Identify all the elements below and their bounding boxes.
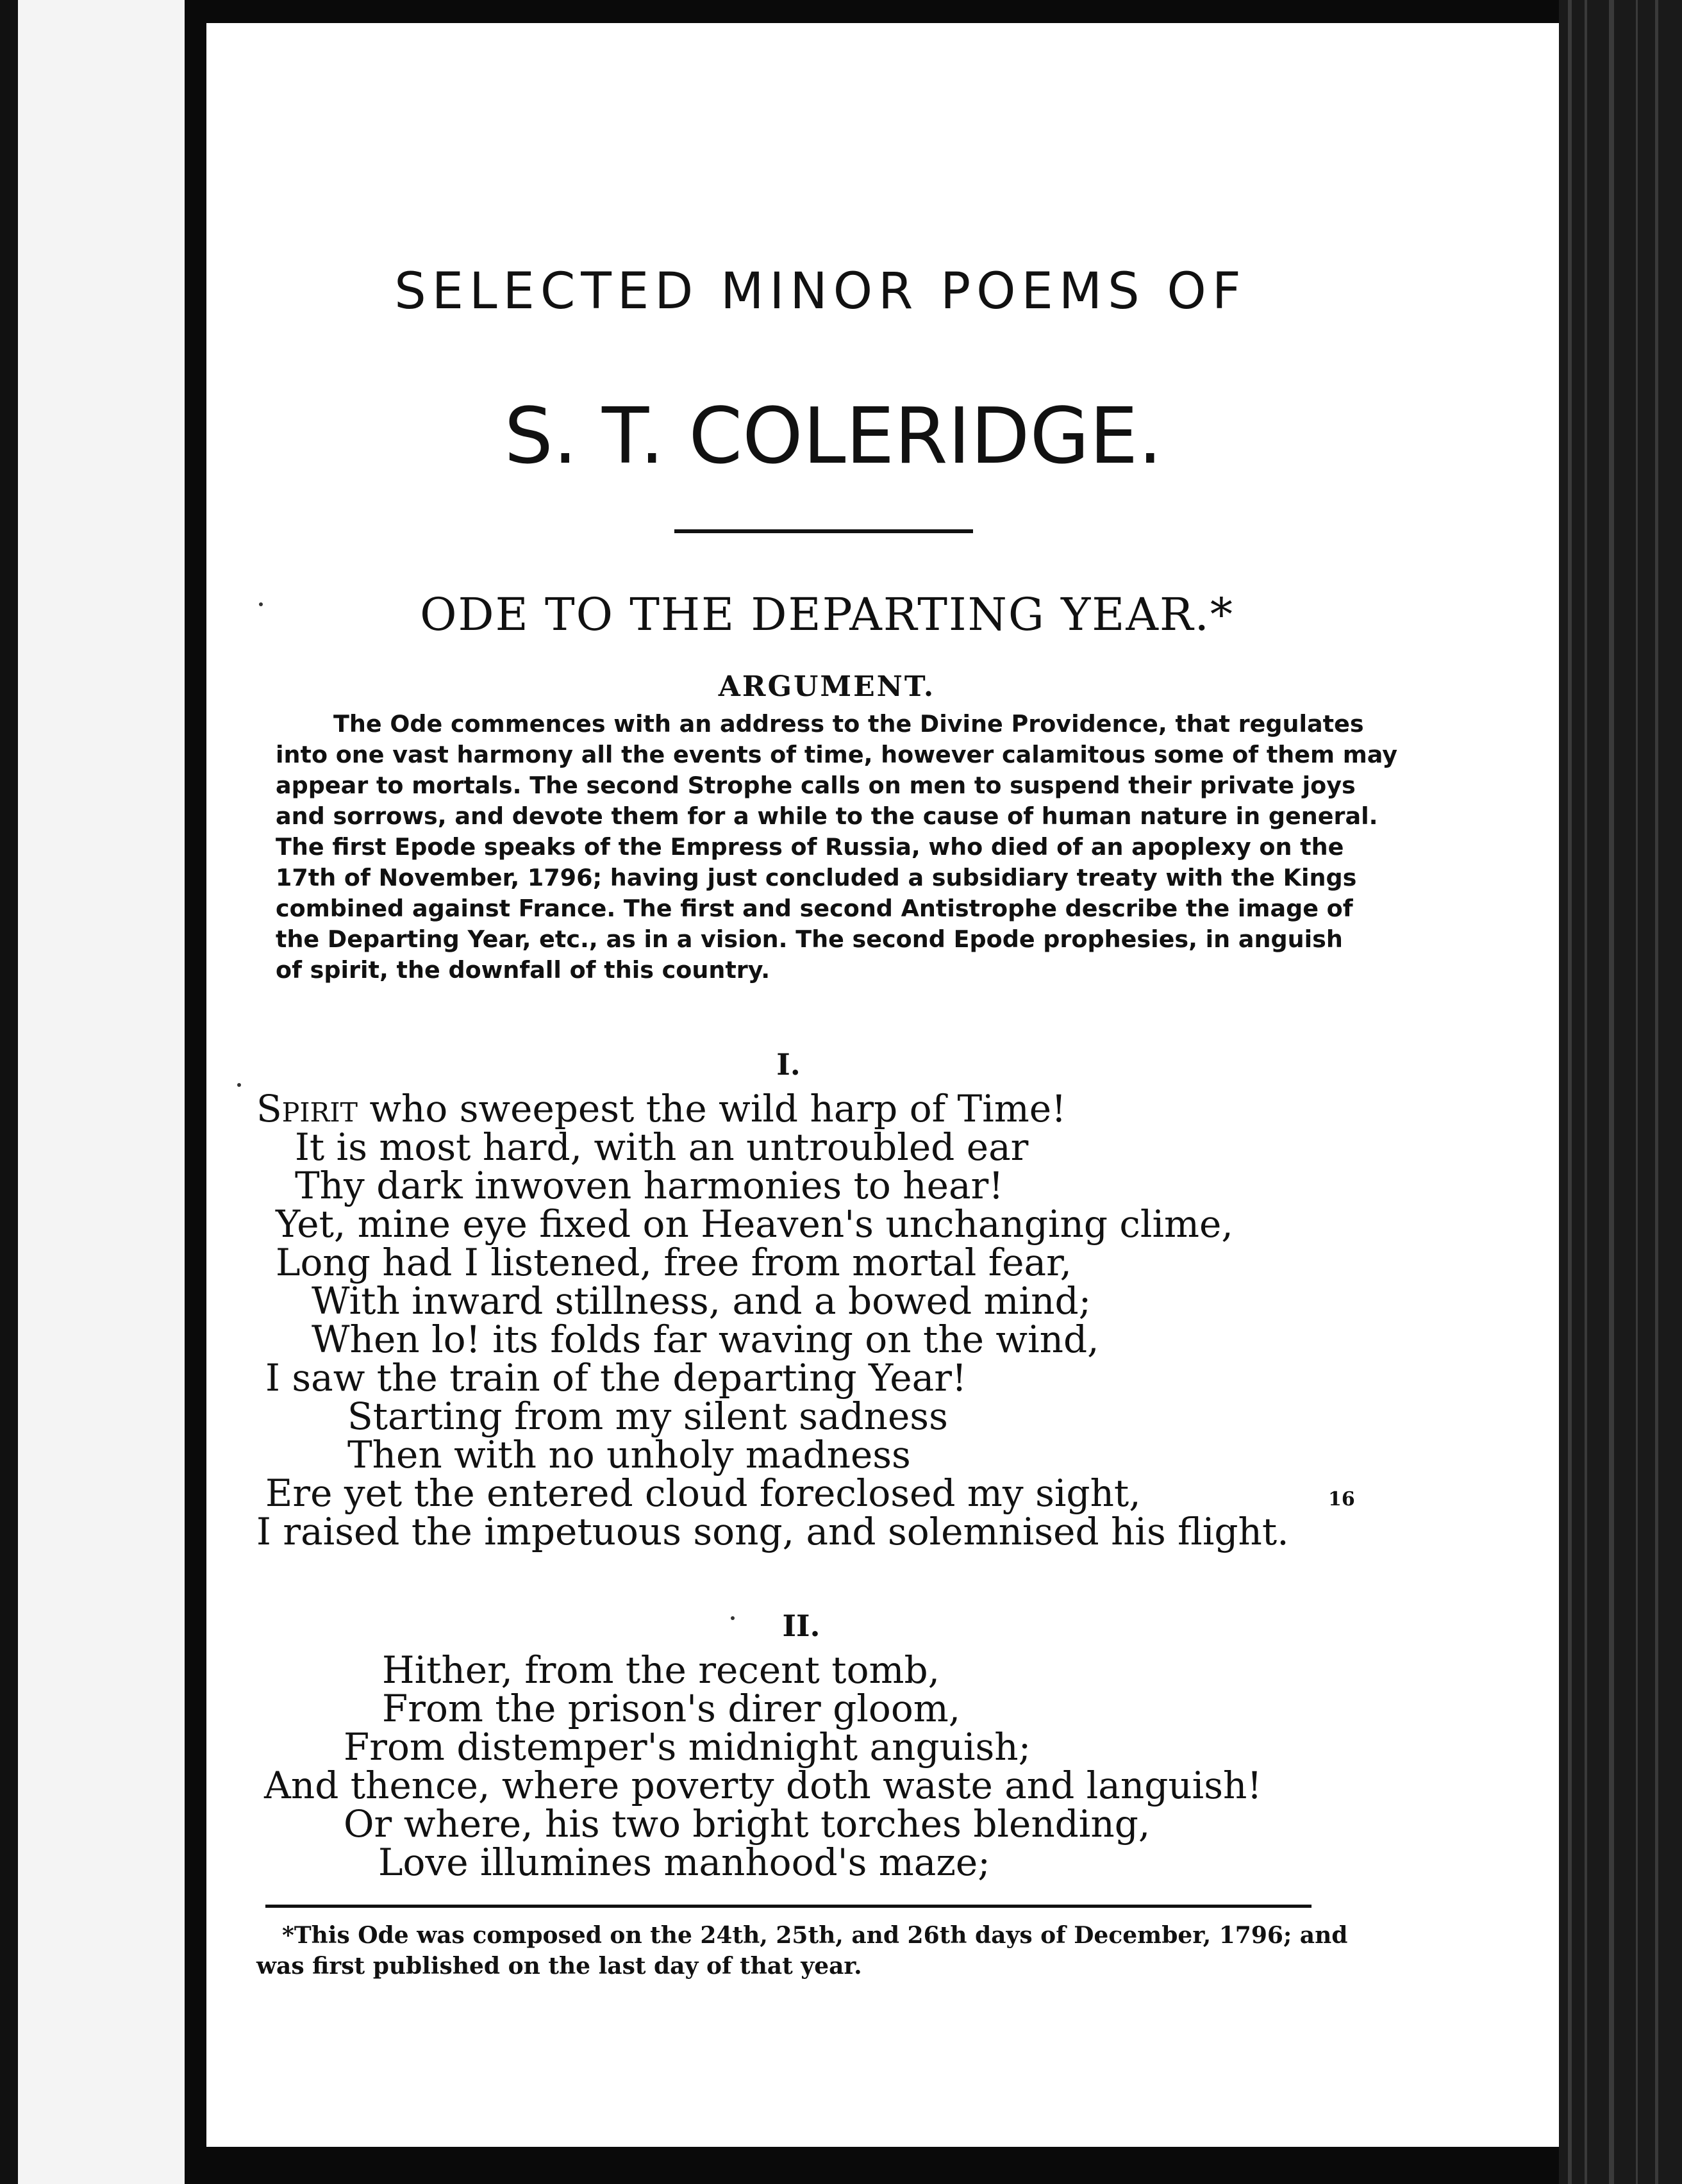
verse-line: When lo! its folds far waving on the wind, xyxy=(312,1318,1099,1361)
verse-line: It is most hard, with an untroubled ear xyxy=(295,1125,1029,1169)
verse-line: With inward stillness, and a bowed mind; xyxy=(312,1279,1092,1323)
argument-line: combined against France. The first and second Antistrophe describe the image of xyxy=(276,895,1353,922)
verse-line: From distemper's midnight anguish; xyxy=(344,1725,1031,1769)
verse-line: I raised the impetuous song, and solemnised his flight. xyxy=(256,1510,1289,1553)
argument-heading: ARGUMENT. xyxy=(718,670,936,703)
book-gutter xyxy=(185,0,206,2184)
stanza-2 xyxy=(256,1648,1262,1884)
argument-line: the Departing Year, etc., as in a vision. The second Epode prophesies, in anguish xyxy=(276,925,1343,953)
argument-line: The Ode commences with an address to the Divine Providence, that regulates xyxy=(333,710,1364,738)
verse-first-line-rest: who sweepest the wild harp of Time! xyxy=(357,1087,1067,1130)
footnote-rule xyxy=(265,1905,1311,1908)
verse-line: Hither, from the recent tomb, xyxy=(382,1648,940,1692)
stanza-numeral: II. xyxy=(782,1609,820,1643)
poem-title: ODE TO THE DEPARTING YEAR.* xyxy=(420,588,1234,641)
verse-first-word: Spirit xyxy=(256,1087,358,1130)
scan-bottom-border xyxy=(206,2147,1559,2184)
author-name: S. T. COLERIDGE. xyxy=(504,392,1163,481)
verse-line: From the prison's direr gloom, xyxy=(382,1687,961,1730)
verse-line: Long had I listened, free from mortal fear, xyxy=(276,1241,1072,1284)
verse-line: Yet, mine eye fixed on Heaven's unchanging clime, xyxy=(276,1202,1233,1246)
argument-line: appear to mortals. The second Strophe calls on men to suspend their private joys xyxy=(276,772,1356,799)
scan-speck xyxy=(237,1083,241,1087)
book-title: SELECTED MINOR POEMS OF xyxy=(394,263,1247,320)
verse-line xyxy=(256,1089,1289,1128)
scan-speck xyxy=(259,602,263,606)
scan-left-border xyxy=(0,0,18,2184)
verse-line: Or where, his two bright torches blending, xyxy=(344,1802,1151,1846)
facing-page-edge xyxy=(18,0,185,2184)
argument-line: 17th of November, 1796; having just concluded a subsidiary treaty with the Kings xyxy=(276,864,1357,891)
verse-line: Then with no unholy madness xyxy=(347,1433,911,1477)
verse-line: I saw the train of the departing Year! xyxy=(265,1356,967,1400)
argument-line: and sorrows, and devote them for a while to the cause of human nature in general. xyxy=(276,802,1378,830)
argument-paragraph xyxy=(276,709,1398,986)
verse-line: Starting from my silent sadness xyxy=(347,1394,948,1438)
footnote-line: *This Ode was composed on the 24th, 25th, and 26th days of December, 1796; and xyxy=(282,1922,1348,1949)
page-block-edge xyxy=(1559,0,1682,2184)
argument-line: The first Epode speaks of the Empress of Russia, who died of an apoplexy on the xyxy=(276,833,1344,861)
argument-line: into one vast harmony all the events of time, however calamitous some of them may xyxy=(276,741,1398,768)
stanza-numeral: I. xyxy=(776,1047,801,1082)
line-number: 16 xyxy=(1328,1488,1355,1510)
verse-line: Thy dark inwoven harmonies to hear! xyxy=(295,1164,1004,1207)
argument-line: of spirit, the downfall of this country. xyxy=(276,956,770,984)
verse-line: Ere yet the entered cloud foreclosed my sight, xyxy=(265,1471,1141,1515)
footnote xyxy=(256,1920,1348,1981)
title-rule xyxy=(674,529,973,533)
footnote-line: was first published on the last day of that year. xyxy=(256,1953,862,1980)
scan-speck xyxy=(731,1616,735,1620)
verse-line: Love illumines manhood's maze; xyxy=(378,1841,990,1884)
stanza-1 xyxy=(256,1089,1289,1551)
verse-line: And thence, where poverty doth waste and languish! xyxy=(264,1764,1262,1807)
